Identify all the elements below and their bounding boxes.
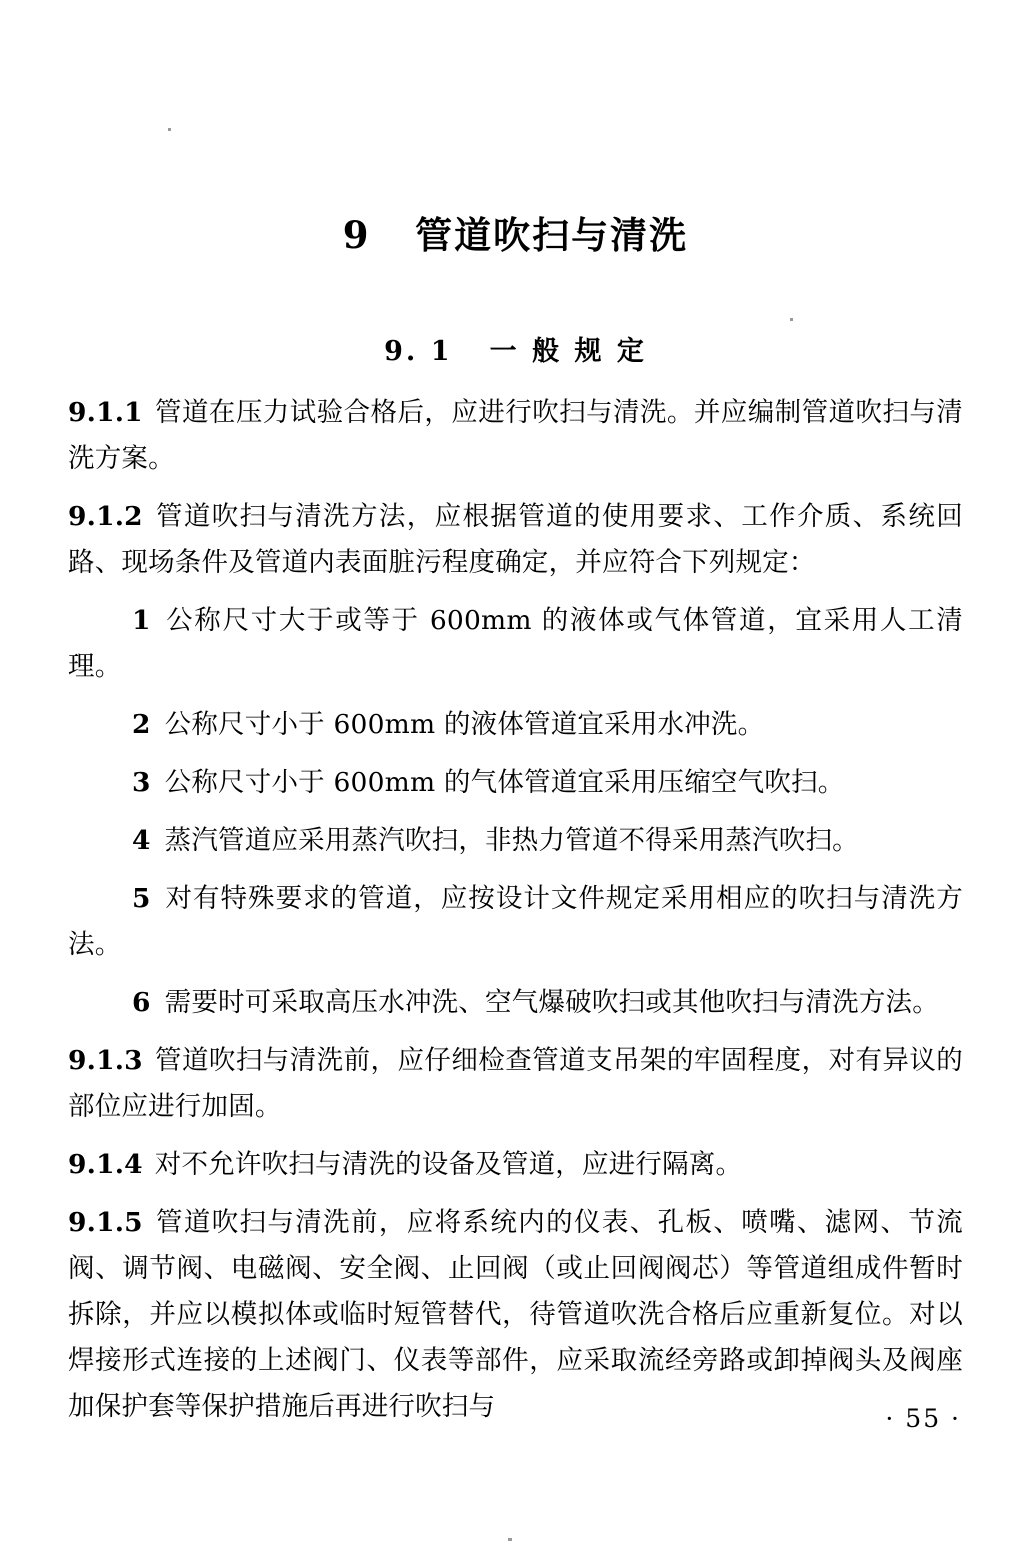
item-number: 2 [132, 709, 151, 741]
item-text: 对有特殊要求的管道，应按设计文件规定采用相应的吹扫与清洗方法。 [68, 883, 963, 961]
item-text: 蒸汽管道应采用蒸汽吹扫，非热力管道不得采用蒸汽吹扫。 [164, 825, 859, 857]
paragraph-number: 9.1.1 [68, 397, 143, 429]
list-item [68, 876, 963, 968]
item-number: 6 [132, 987, 151, 1019]
paragraph [68, 1200, 963, 1430]
paragraph-text: 管道在压力试验合格后，应进行吹扫与清洗。并应编制管道吹扫与清洗方案。 [68, 397, 963, 475]
chapter-heading: 9 管道吹扫与清洗 [342, 213, 689, 257]
paragraph-text: 对不允许吹扫与清洗的设备及管道，应进行隔离。 [154, 1149, 743, 1181]
list-item [68, 702, 963, 748]
item-text: 公称尺寸小于 600mm 的气体管道宜采用压缩空气吹扫。 [164, 767, 845, 799]
paragraph [68, 494, 963, 586]
page-number: · 55 · [885, 1404, 961, 1433]
paragraph-text: 管道吹扫与清洗方法，应根据管道的使用要求、工作介质、系统回路、现场条件及管道内表面脏污程度确定，并应符合下列规定： [68, 501, 963, 579]
item-text: 需要时可采取高压水冲洗、空气爆破吹扫或其他吹扫与清洗方法。 [164, 987, 939, 1019]
list-item [68, 980, 963, 1026]
paragraph-text: 管道吹扫与清洗前，应将系统内的仪表、孔板、喷嘴、滤网、节流阀、调节阀、电磁阀、安全阀、止回阀（或止回阀阀芯）等管道组成件暂时拆除，并应以模拟体或临时短管替代，待管道吹洗合格后应重新复位。对以焊接形式连接的上述阀门、仪表等部件，应采取流经旁路或卸掉阀头及阀座加保护套等保护措施后再进行吹扫与 [68, 1207, 963, 1423]
paragraph-text: 管道吹扫与清洗前，应仔细检查管道支吊架的牢固程度，对有异议的部位应进行加固。 [68, 1045, 963, 1123]
list-item [68, 760, 963, 806]
item-number: 3 [132, 767, 151, 799]
page-content [68, 0, 963, 1430]
list-item [68, 818, 963, 864]
paragraph-number: 9.1.3 [68, 1045, 143, 1077]
list-item [68, 598, 963, 690]
item-text: 公称尺寸大于或等于 600mm 的液体或气体管道，宜采用人工清理。 [68, 605, 963, 683]
item-number: 5 [132, 883, 151, 915]
paragraph-number: 9.1.4 [68, 1149, 143, 1181]
paragraph [68, 1142, 963, 1188]
scan-mark [508, 1538, 512, 1541]
item-number: 1 [132, 605, 151, 637]
item-number: 4 [132, 825, 151, 857]
paragraph [68, 390, 963, 482]
paragraph [68, 1038, 963, 1130]
section-heading: 9. 1 一 般 规 定 [384, 336, 647, 367]
paragraph-number: 9.1.2 [68, 501, 143, 533]
paragraph-number: 9.1.5 [68, 1207, 143, 1239]
item-text: 公称尺寸小于 600mm 的液体管道宜采用水冲洗。 [164, 709, 765, 741]
